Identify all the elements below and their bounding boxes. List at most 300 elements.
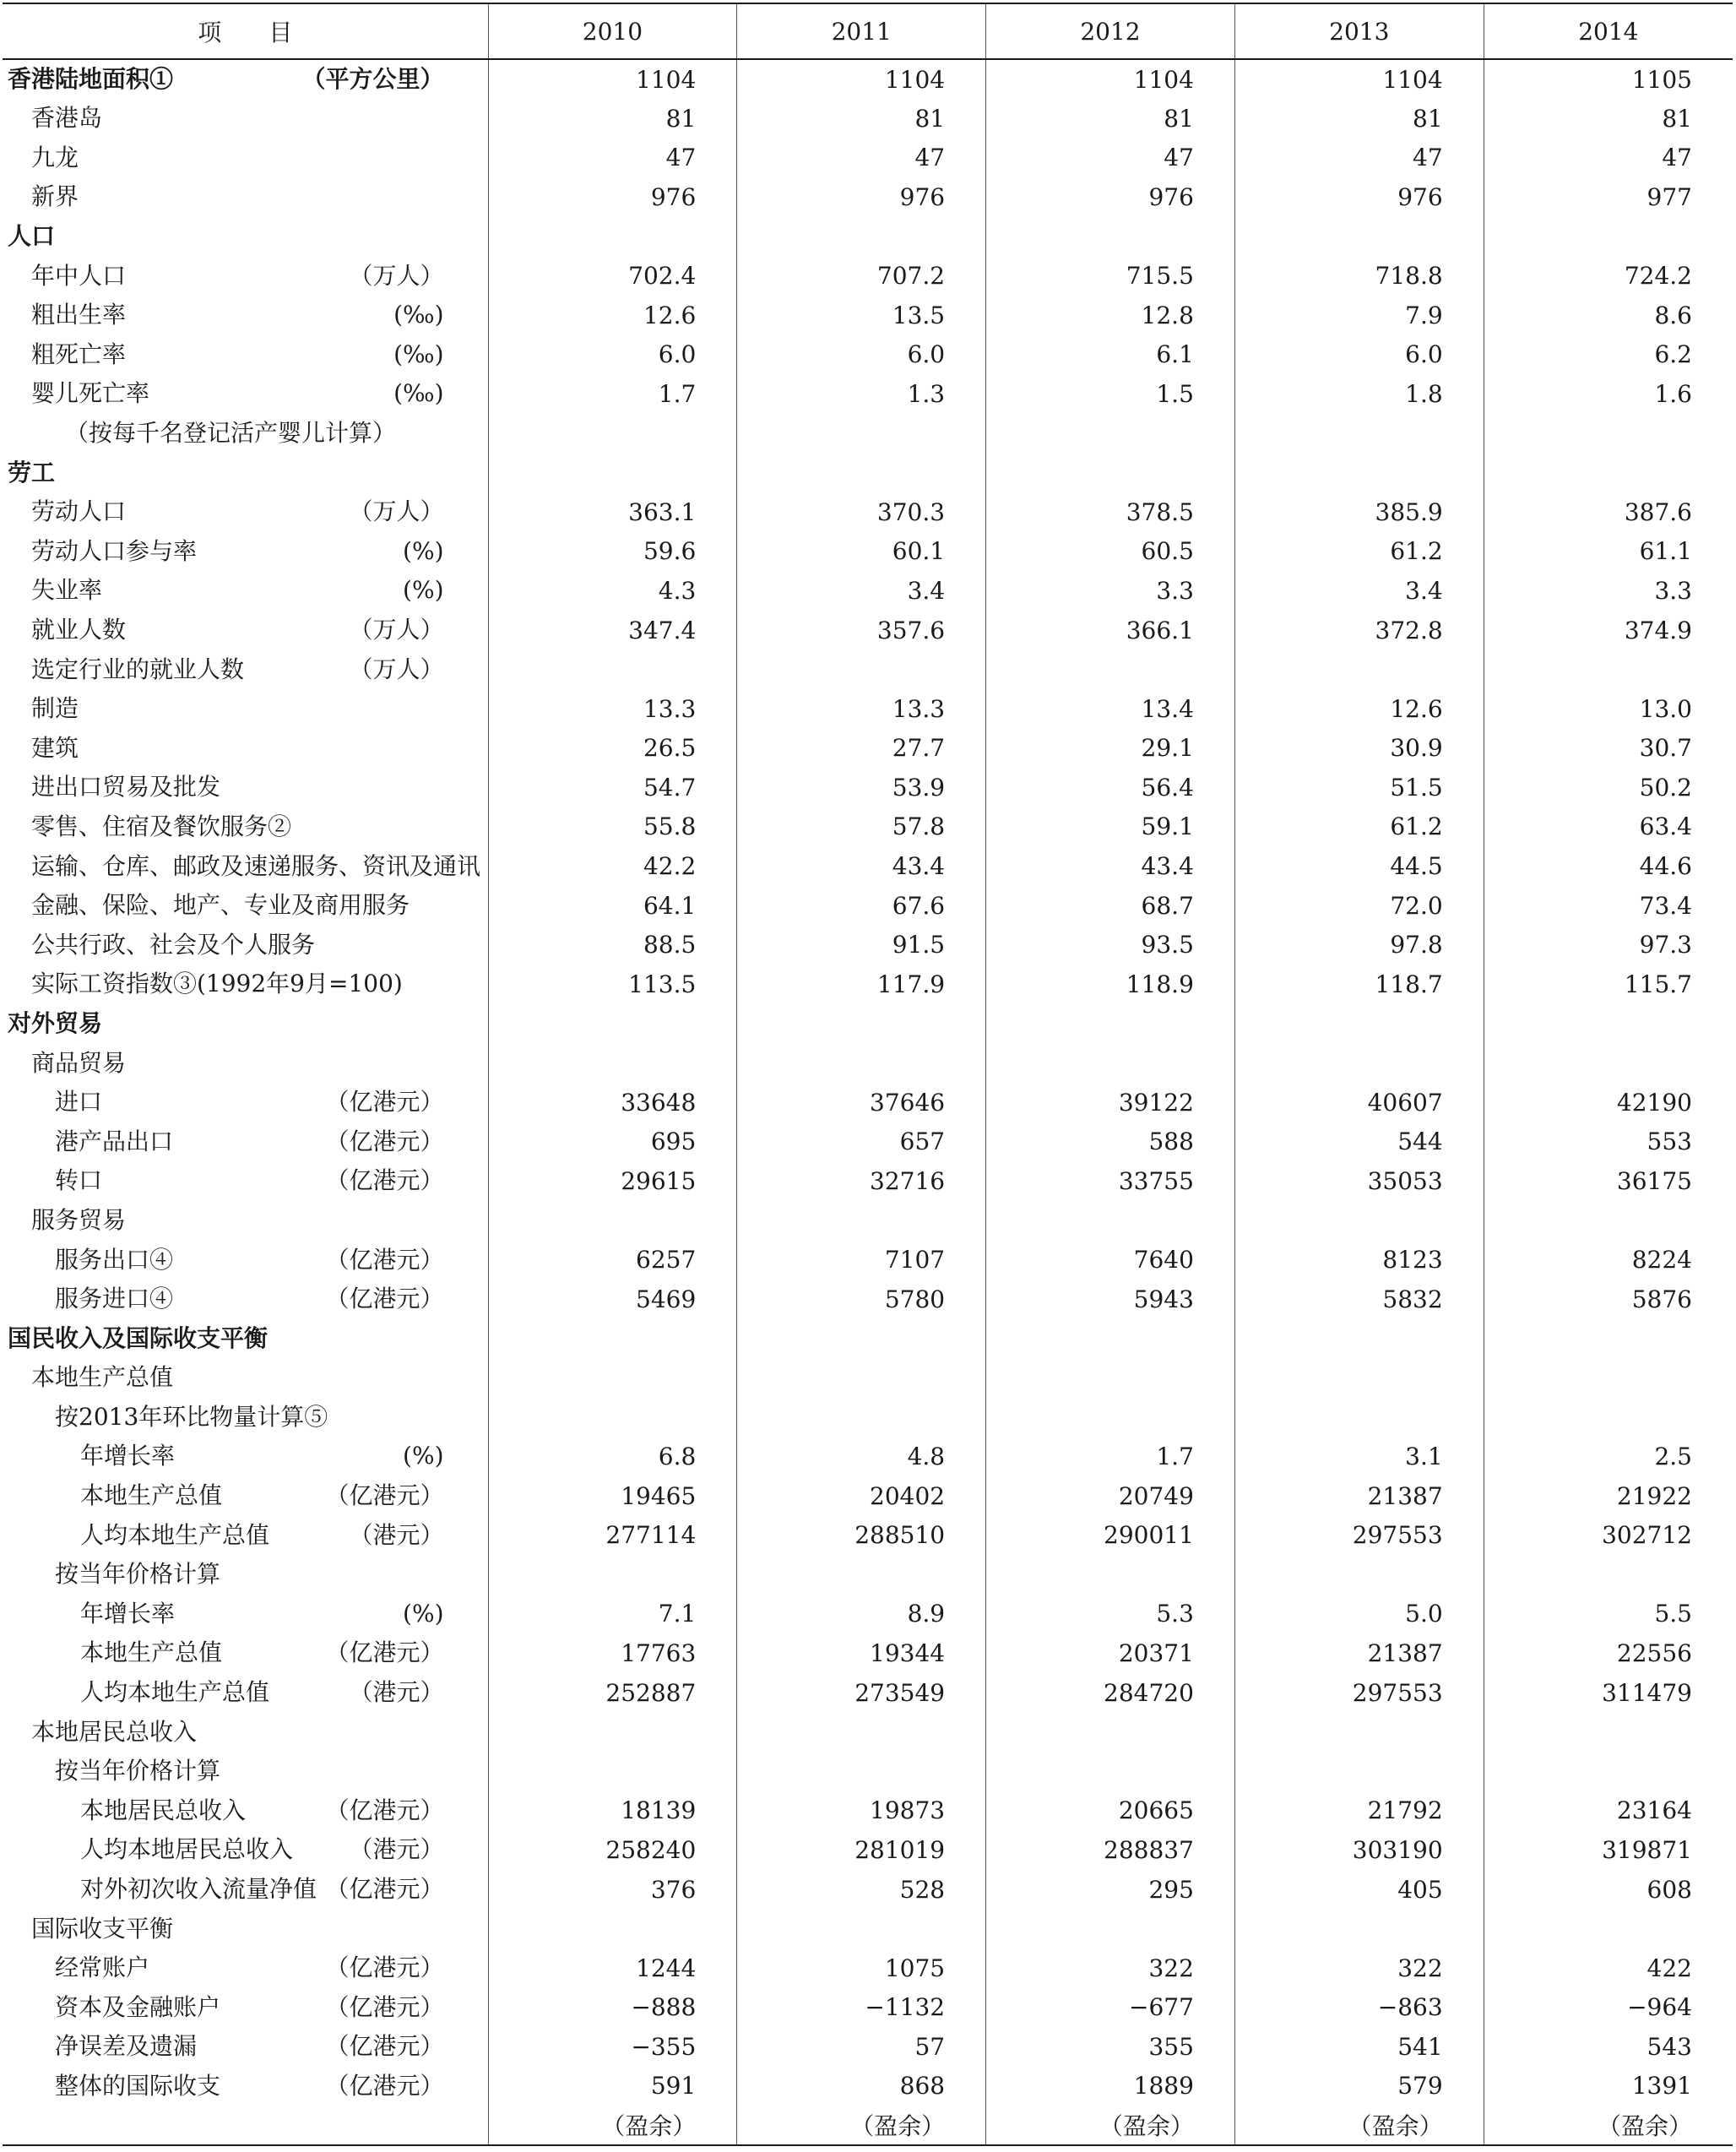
value-cell: 3.4: [1234, 571, 1484, 611]
value-cell: 1104: [986, 59, 1235, 99]
value-cell: （盈余）: [1484, 2106, 1733, 2145]
row-item-cell: [3, 139, 488, 178]
value-cell: −863: [1234, 1988, 1484, 2028]
value-cell: 93.5: [986, 925, 1235, 965]
row-item-cell: [3, 1830, 488, 1870]
value-cell: 258240: [488, 1830, 737, 1870]
value-cell: 355: [986, 2027, 1235, 2067]
row-item-cell: [3, 1712, 488, 1752]
row-unit: （港元）: [349, 1520, 444, 1549]
value-cell: [986, 217, 1235, 257]
row-unit: （亿港元）: [325, 1796, 444, 1824]
value-cell: 59.1: [986, 807, 1235, 847]
row-item-cell: [3, 177, 488, 217]
value-cell: 6.8: [488, 1437, 737, 1476]
table-row: [3, 1043, 1733, 1083]
row-unit: （港元）: [349, 1678, 444, 1707]
row-label: 年中人口: [31, 261, 127, 290]
value-cell: 73.4: [1484, 886, 1733, 926]
row-unit: (%): [403, 536, 444, 565]
row-label: 按2013年环比物量计算⑤: [55, 1402, 328, 1431]
row-label: 实际工资指数③(1992年9月=100): [31, 970, 403, 998]
value-cell: 543: [1484, 2027, 1733, 2067]
value-cell: 12.6: [1234, 689, 1484, 729]
row-label: 劳动人口: [31, 497, 127, 526]
row-item-cell: [3, 99, 488, 139]
row-item-cell: [3, 2027, 488, 2067]
value-cell: 13.3: [737, 689, 986, 729]
value-cell: 42.2: [488, 846, 737, 886]
table-row: [3, 1515, 1733, 1555]
table-row: [3, 1948, 1733, 1988]
row-item-cell: [3, 649, 488, 689]
value-cell: 30.9: [1234, 729, 1484, 769]
value-cell: 5876: [1484, 1280, 1733, 1319]
value-cell: −355: [488, 2027, 737, 2067]
row-item-cell: [3, 1398, 488, 1437]
row-unit: （亿港元）: [325, 1088, 444, 1117]
value-cell: 366.1: [986, 611, 1235, 650]
row-item-cell: [3, 256, 488, 296]
row-label: 转口: [55, 1166, 103, 1195]
value-cell: 372.8: [1234, 611, 1484, 650]
row-item-cell: [3, 729, 488, 769]
value-cell: 18139: [488, 1791, 737, 1831]
row-item-cell: [3, 689, 488, 729]
year-column-header: 2013: [1234, 3, 1484, 59]
value-cell: 47: [1484, 139, 1733, 178]
table-row: [3, 99, 1733, 139]
value-cell: [737, 1004, 986, 1044]
row-unit: （万人）: [349, 655, 444, 683]
value-cell: 97.8: [1234, 925, 1484, 965]
row-label: 按当年价格计算: [55, 1757, 221, 1785]
table-header-row: [3, 3, 1733, 59]
value-cell: 5780: [737, 1280, 986, 1319]
value-cell: 1104: [488, 59, 737, 99]
table-row: [3, 846, 1733, 886]
row-unit: （亿港元）: [325, 1481, 444, 1510]
table-row: [3, 1595, 1733, 1634]
value-cell: 54.7: [488, 768, 737, 807]
row-label: 商品贸易: [31, 1048, 127, 1077]
row-item-cell: [3, 611, 488, 650]
table-row: [3, 139, 1733, 178]
value-cell: [1234, 1712, 1484, 1752]
row-item-cell: [3, 886, 488, 926]
table-row: [3, 414, 1733, 454]
row-unit: (%): [403, 1599, 444, 1628]
value-cell: 12.6: [488, 296, 737, 335]
row-item-cell: [3, 965, 488, 1004]
value-cell: 43.4: [986, 846, 1235, 886]
table-row: [3, 1201, 1733, 1241]
row-label: 服务出口④: [55, 1245, 174, 1274]
table-body: [3, 59, 1733, 2145]
table-row: [3, 59, 1733, 99]
value-cell: 60.1: [737, 532, 986, 572]
value-cell: 303190: [1234, 1830, 1484, 1870]
value-cell: 5943: [986, 1280, 1235, 1319]
value-cell: 252887: [488, 1673, 737, 1713]
row-unit: （亿港元）: [325, 1992, 444, 2021]
value-cell: [488, 1909, 737, 1948]
value-cell: 1105: [1484, 59, 1733, 99]
value-cell: 26.5: [488, 729, 737, 769]
value-cell: 88.5: [488, 925, 737, 965]
value-cell: 81: [1484, 99, 1733, 139]
row-unit: （亿港元）: [325, 2071, 444, 2100]
row-item-cell: [3, 335, 488, 375]
value-cell: [488, 649, 737, 689]
value-cell: [488, 1004, 737, 1044]
table-row: [3, 1318, 1733, 1358]
value-cell: 1.8: [1234, 374, 1484, 414]
table-row: [3, 1712, 1733, 1752]
table-row: [3, 729, 1733, 769]
value-cell: −1132: [737, 1988, 986, 2028]
value-cell: 47: [986, 139, 1235, 178]
value-cell: 113.5: [488, 965, 737, 1004]
value-cell: 588: [986, 1122, 1235, 1161]
value-cell: 13.5: [737, 296, 986, 335]
row-label: 本地居民总收入: [80, 1796, 247, 1824]
row-item-cell: [3, 1476, 488, 1516]
value-cell: 33648: [488, 1083, 737, 1122]
table-row: [3, 1240, 1733, 1280]
value-cell: 56.4: [986, 768, 1235, 807]
value-cell: [1234, 1555, 1484, 1595]
row-item-cell: [3, 1515, 488, 1555]
row-item-cell: [3, 59, 488, 99]
value-cell: [1234, 1043, 1484, 1083]
value-cell: −964: [1484, 1988, 1733, 2028]
value-cell: 976: [986, 177, 1235, 217]
value-cell: 715.5: [986, 256, 1235, 296]
row-unit: （亿港元）: [325, 1954, 444, 1982]
row-item-cell: [3, 1358, 488, 1398]
value-cell: （盈余）: [986, 2106, 1235, 2145]
row-label: 对外初次收入流量净值: [80, 1875, 317, 1904]
value-cell: 5.3: [986, 1595, 1235, 1634]
value-cell: [1484, 1004, 1733, 1044]
value-cell: 51.5: [1234, 768, 1484, 807]
table-row: [3, 1673, 1733, 1713]
value-cell: 311479: [1484, 1673, 1733, 1713]
value-cell: 1.7: [488, 374, 737, 414]
row-label: （按每千名登记活产婴儿计算）: [65, 419, 397, 448]
row-label: 本地居民总收入: [31, 1717, 198, 1746]
value-cell: 6.2: [1484, 335, 1733, 375]
row-label: 进口: [55, 1088, 103, 1117]
table-row: [3, 1791, 1733, 1831]
value-cell: 81: [1234, 99, 1484, 139]
table-row: [3, 1398, 1733, 1437]
row-label: 国际收支平衡: [31, 1914, 174, 1943]
value-cell: 378.5: [986, 492, 1235, 532]
value-cell: [1484, 1555, 1733, 1595]
row-label: 国民收入及国际收支平衡: [8, 1323, 269, 1352]
value-cell: 59.6: [488, 532, 737, 572]
row-label: 人均本地生产总值: [80, 1678, 270, 1707]
table-row: [3, 335, 1733, 375]
row-item-cell: [3, 1240, 488, 1280]
value-cell: 67.6: [737, 886, 986, 926]
value-cell: 6257: [488, 1240, 737, 1280]
value-cell: [737, 1318, 986, 1358]
item-column-header: 项 目: [3, 3, 488, 59]
value-cell: 21387: [1234, 1476, 1484, 1516]
row-item-cell: [3, 453, 488, 492]
value-cell: [488, 1358, 737, 1398]
table-row: [3, 1280, 1733, 1319]
row-unit: (‰): [393, 301, 444, 329]
value-cell: 33755: [986, 1161, 1235, 1201]
row-unit: (%): [403, 1442, 444, 1470]
row-label: 人均本地生产总值: [80, 1520, 270, 1549]
value-cell: 976: [488, 177, 737, 217]
value-cell: [488, 1712, 737, 1752]
table-row: [3, 611, 1733, 650]
row-item-cell: [3, 1043, 488, 1083]
value-cell: 976: [737, 177, 986, 217]
row-label: 本地生产总值: [80, 1638, 223, 1667]
value-cell: 302712: [1484, 1515, 1733, 1555]
value-cell: 29615: [488, 1161, 737, 1201]
row-label: 失业率: [31, 576, 103, 605]
value-cell: 20665: [986, 1791, 1235, 1831]
table-row: [3, 1555, 1733, 1595]
value-cell: 5.5: [1484, 1595, 1733, 1634]
value-cell: [737, 1043, 986, 1083]
row-label: 粗死亡率: [31, 340, 127, 368]
value-cell: [986, 1712, 1235, 1752]
year-column-header: 2011: [737, 3, 986, 59]
table-row: [3, 453, 1733, 492]
value-cell: [1234, 217, 1484, 257]
table-row: [3, 768, 1733, 807]
value-cell: [1484, 1201, 1733, 1241]
value-cell: 347.4: [488, 611, 737, 650]
table-row: [3, 1988, 1733, 2028]
value-cell: 319871: [1484, 1830, 1733, 1870]
value-cell: 579: [1234, 2067, 1484, 2106]
value-cell: [986, 1752, 1235, 1791]
value-cell: [488, 1398, 737, 1437]
row-label: 金融、保险、地产、专业及商用服务: [31, 891, 410, 920]
value-cell: 19873: [737, 1791, 986, 1831]
row-label: 服务贸易: [31, 1205, 127, 1234]
value-cell: 81: [488, 99, 737, 139]
value-cell: [986, 1043, 1235, 1083]
value-cell: [488, 1752, 737, 1791]
value-cell: [986, 1398, 1235, 1437]
value-cell: [1484, 1318, 1733, 1358]
value-cell: 6.0: [488, 335, 737, 375]
table-row: [3, 807, 1733, 847]
value-cell: 284720: [986, 1673, 1235, 1713]
value-cell: 405: [1234, 1870, 1484, 1910]
value-cell: [1484, 1358, 1733, 1398]
value-cell: −677: [986, 1988, 1235, 2028]
row-item-cell: [3, 1673, 488, 1713]
row-label: 运输、仓库、邮政及速递服务、资讯及通讯: [31, 851, 481, 880]
value-cell: 72.0: [1234, 886, 1484, 926]
value-cell: 541: [1234, 2027, 1484, 2067]
value-cell: 97.3: [1484, 925, 1733, 965]
value-cell: 288837: [986, 1830, 1235, 1870]
value-cell: 7640: [986, 1240, 1235, 1280]
value-cell: 36175: [1484, 1161, 1733, 1201]
value-cell: 17763: [488, 1633, 737, 1673]
row-label: 人口: [8, 222, 56, 251]
table-row: [3, 1476, 1733, 1516]
value-cell: 19344: [737, 1633, 986, 1673]
row-unit: （亿港元）: [325, 1127, 444, 1155]
value-cell: [488, 1318, 737, 1358]
row-item-cell: [3, 374, 488, 414]
row-label: 香港陆地面积①: [8, 65, 174, 93]
table-row: [3, 2067, 1733, 2106]
row-item-cell: [3, 846, 488, 886]
value-cell: 4.3: [488, 571, 737, 611]
value-cell: 977: [1484, 177, 1733, 217]
row-unit: （平方公里）: [301, 65, 444, 93]
value-cell: 21922: [1484, 1476, 1733, 1516]
value-cell: 7.1: [488, 1595, 737, 1634]
value-cell: [1484, 453, 1733, 492]
value-cell: 21792: [1234, 1791, 1484, 1831]
row-item-cell: [3, 1870, 488, 1910]
table-row: [3, 1830, 1733, 1870]
row-label: 制造: [31, 694, 79, 723]
value-cell: 3.3: [1484, 571, 1733, 611]
value-cell: 4.8: [737, 1437, 986, 1476]
value-cell: [1234, 1201, 1484, 1241]
table-row: [3, 256, 1733, 296]
row-item-cell: [3, 1318, 488, 1358]
value-cell: 61.2: [1234, 532, 1484, 572]
value-cell: 6.0: [1234, 335, 1484, 375]
value-cell: 295: [986, 1870, 1235, 1910]
row-item-cell: [3, 571, 488, 611]
year-column-header: 2012: [986, 3, 1235, 59]
table-row: [3, 296, 1733, 335]
value-cell: 2.5: [1484, 1437, 1733, 1476]
value-cell: 376: [488, 1870, 737, 1910]
value-cell: 118.9: [986, 965, 1235, 1004]
row-unit: (‰): [393, 340, 444, 368]
row-unit: （万人）: [349, 497, 444, 526]
value-cell: 81: [737, 99, 986, 139]
value-cell: [737, 1909, 986, 1948]
table-row: [3, 1909, 1733, 1948]
value-cell: [1234, 1358, 1484, 1398]
value-cell: 422: [1484, 1948, 1733, 1988]
value-cell: 1075: [737, 1948, 986, 1988]
row-label: 净误差及遗漏: [55, 2032, 198, 2061]
value-cell: [986, 1358, 1235, 1398]
row-item-cell: [3, 2106, 488, 2145]
table-row: [3, 689, 1733, 729]
value-cell: 50.2: [1484, 768, 1733, 807]
row-label: 本地生产总值: [80, 1481, 223, 1510]
value-cell: [1234, 1004, 1484, 1044]
row-label: 公共行政、社会及个人服务: [31, 930, 316, 959]
value-cell: 27.7: [737, 729, 986, 769]
value-cell: [986, 1201, 1235, 1241]
row-item-cell: [3, 1633, 488, 1673]
value-cell: 5832: [1234, 1280, 1484, 1319]
value-cell: 47: [488, 139, 737, 178]
value-cell: 55.8: [488, 807, 737, 847]
value-cell: 39122: [986, 1083, 1235, 1122]
row-unit: (‰): [393, 379, 444, 408]
value-cell: 374.9: [1484, 611, 1733, 650]
row-unit: （万人）: [349, 616, 444, 644]
row-item-cell: [3, 1595, 488, 1634]
table-row: [3, 374, 1733, 414]
row-label: 九龙: [31, 143, 79, 171]
value-cell: [737, 217, 986, 257]
row-label: 经常账户: [55, 1954, 150, 1982]
value-cell: 61.1: [1484, 532, 1733, 572]
table-row: [3, 571, 1733, 611]
value-cell: [986, 414, 1235, 454]
row-unit: （港元）: [349, 1835, 444, 1864]
row-item-cell: [3, 1437, 488, 1476]
value-cell: 20402: [737, 1476, 986, 1516]
value-cell: 35053: [1234, 1161, 1484, 1201]
hong-kong-statistics-table: [3, 3, 1733, 2146]
value-cell: 5.0: [1234, 1595, 1484, 1634]
value-cell: 1.7: [986, 1437, 1235, 1476]
value-cell: 290011: [986, 1515, 1235, 1555]
row-unit: （亿港元）: [325, 1285, 444, 1313]
value-cell: 544: [1234, 1122, 1484, 1161]
value-cell: 608: [1484, 1870, 1733, 1910]
row-label: 按当年价格计算: [55, 1560, 221, 1589]
value-cell: 32716: [737, 1161, 986, 1201]
row-label: 整体的国际收支: [55, 2071, 221, 2100]
value-cell: 118.7: [1234, 965, 1484, 1004]
value-cell: 60.5: [986, 532, 1235, 572]
table-row: [3, 1633, 1733, 1673]
value-cell: 115.7: [1484, 965, 1733, 1004]
value-cell: 13.3: [488, 689, 737, 729]
value-cell: 7.9: [1234, 296, 1484, 335]
value-cell: （盈余）: [737, 2106, 986, 2145]
row-label: 婴儿死亡率: [31, 379, 150, 408]
row-item-cell: [3, 2067, 488, 2106]
value-cell: 322: [986, 1948, 1235, 1988]
row-label: 建筑: [31, 733, 79, 762]
value-cell: [1234, 1398, 1484, 1437]
table-row: [3, 2106, 1733, 2145]
value-cell: 57: [737, 2027, 986, 2067]
value-cell: 8123: [1234, 1240, 1484, 1280]
value-cell: 695: [488, 1122, 737, 1161]
value-cell: [986, 1318, 1235, 1358]
row-label: 劳工: [8, 458, 56, 486]
value-cell: [1484, 1752, 1733, 1791]
value-cell: 43.4: [737, 846, 986, 886]
value-cell: 44.6: [1484, 846, 1733, 886]
value-cell: 277114: [488, 1515, 737, 1555]
value-cell: 1.3: [737, 374, 986, 414]
value-cell: 297553: [1234, 1515, 1484, 1555]
value-cell: [488, 1555, 737, 1595]
